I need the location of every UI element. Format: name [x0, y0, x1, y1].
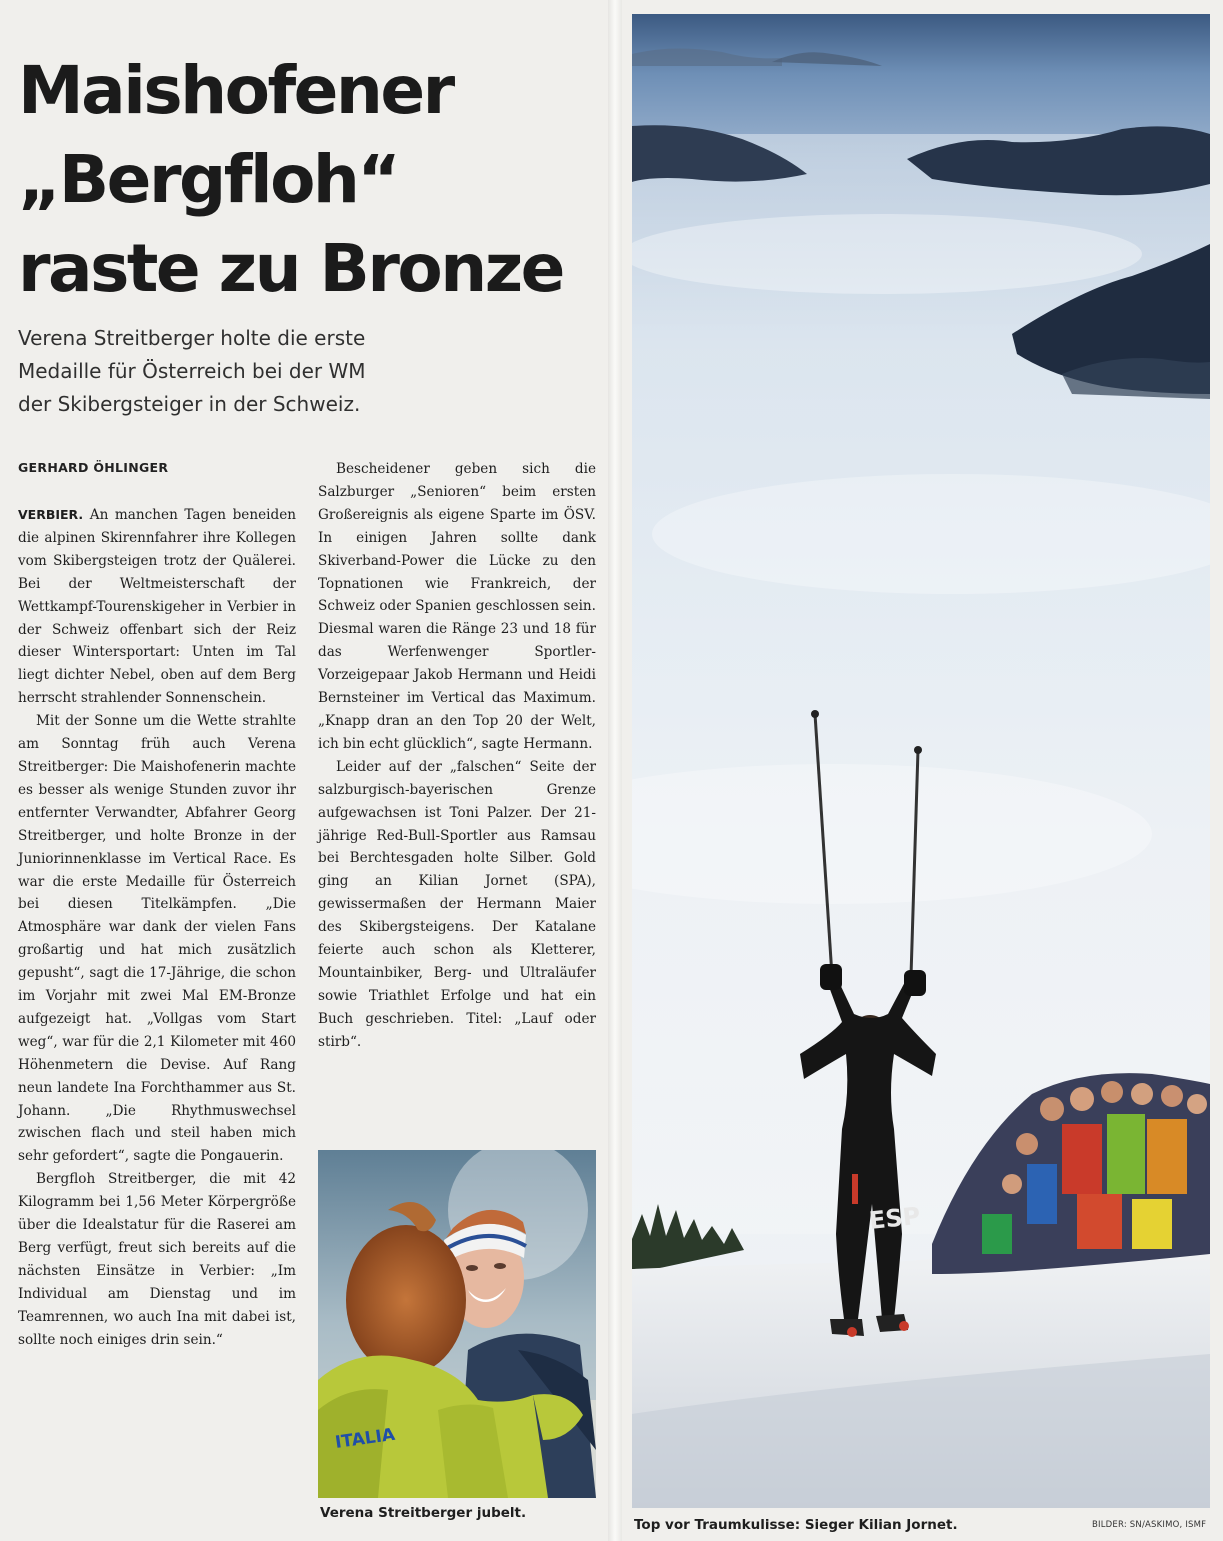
headline — [18, 46, 608, 313]
paragraph-text: An manchen Tagen beneiden die alpinen Skirennfahrer ihre Kollegen vom Skibergsteigen trotz der Quälerei. Bei der Weltmeisterschaft der Wettkampf-Tourenskigeher in Verbier in der Schweiz offenbart sich der Reiz dieser Wintersportart: Unten im Tal liegt dichter Nebel, oben auf dem Berg herrscht strahlender Sonnenschein. — [18, 507, 297, 707]
photo-winner — [632, 14, 1210, 1508]
paragraph: Mit der Sonne um die Wette strahlte am Sonntag früh auch Verena Streitberger: Die Maishofenerin machte es besser als wenige Stunden zuvor ihr entfernter Verwandter, Abfahrer Georg Streitberger, und holte Bronze in der Juniorinnenklasse im Vertical Race. Es war die erste Medaille für Österreich bei diesen Titelkämpfen. „Die Atmosphäre war dank der vielen Fans großartig und hat mich zusätzlich gepusht“, sagt die 17-Jährige, die schon im Vorjahr mit zwei Mal EM-Bronze aufgezeigt hat. „Vollgas vom Start weg“, war für die 2,1 Kilometer mit 460 Höhenmetern die Devise. Auf Rang neun landete Ina Forchthammer aus St. Johann. „Die Rhythmuswechsel zwischen flach und steil haben mich sehr gefordert“, sagte die Pongauerin. — [18, 713, 296, 1165]
subhead-line-2: Medaille für Österreich bei der WM — [18, 359, 366, 383]
subhead-line-3: der Skibergsteiger in der Schweiz. — [18, 392, 361, 416]
suit-print: ESP — [867, 1201, 922, 1235]
article-column-2 — [318, 458, 596, 1054]
jacket-print: ITALIA — [333, 1424, 397, 1453]
subheadline — [18, 322, 608, 421]
paragraph: Bergfloh Streitberger, die mit 42 Kilogramm bei 1,56 Meter Körpergröße über die Idealstatur für die Raserei am Berg verfügt, freut sich bereits auf die nächsten Einsätze in Verbier: „Im Individual am Dienstag und im Teamrennen, wo auch Ina mit dabei ist, sollte noch einiges drin sein.“ — [18, 1171, 296, 1348]
article-column-1 — [18, 504, 296, 1352]
dateline: VERBIER. — [18, 507, 84, 522]
paragraph — [18, 504, 296, 710]
byline: GERHARD ÖHLINGER — [18, 460, 169, 475]
photo-caption-large: Top vor Traumkulisse: Sieger Kilian Jornet. — [634, 1517, 958, 1533]
headline-line-1: Maishofener — [18, 52, 453, 129]
paragraph: Bescheidener geben sich die Salzburger „Senioren“ beim ersten Großereignis als eigene Sparte im ÖSV. In einigen Jahren sollte dank Skiverband-Power die Lücke zu den Topnationen wie Frankreich, der Schweiz oder Spanien geschlossen sein. Diesmal waren die Ränge 23 und 18 für das Werfenwenger Sportler-Vorzeigepaar Jakob Hermann und Heidi Bernsteiner im Vertical das Maximum. „Knapp dran an den Top 20 der Welt, ich bin echt glücklich“, sagte Hermann. — [318, 461, 596, 752]
photo-credit: BILDER: SN/ASKIMO, ISMF — [1092, 1520, 1207, 1530]
photo-celebration — [318, 1150, 596, 1498]
headline-line-3: raste zu Bronze — [18, 230, 563, 307]
headline-line-2: „Bergfloh“ — [18, 141, 399, 218]
photo-celebration-illustration — [318, 1150, 596, 1498]
paragraph: Leider auf der „falschen“ Seite der salzburgisch-bayerischen Grenze aufgewachsen ist Toni Palzer. Der 21-jährige Red-Bull-Sportler aus Ramsau bei Berchtesgaden holte Silber. Gold ging an Kilian Jornet (SPA), gewissermaßen der Hermann Maier des Skibergsteigens. Der Katalane feierte auch schon als Kletterer, Mountainbiker, Berg- und Ultraläufer sowie Triathlet Erfolge und hat ein Buch geschrieben. Titel: „Lauf oder stirb“. — [318, 758, 596, 1050]
page-fold — [608, 0, 622, 1541]
photo-winner-illustration — [632, 14, 1210, 1508]
photo-caption-small: Verena Streitberger jubelt. — [320, 1505, 527, 1521]
subhead-line-1: Verena Streitberger holte die erste — [18, 326, 366, 350]
